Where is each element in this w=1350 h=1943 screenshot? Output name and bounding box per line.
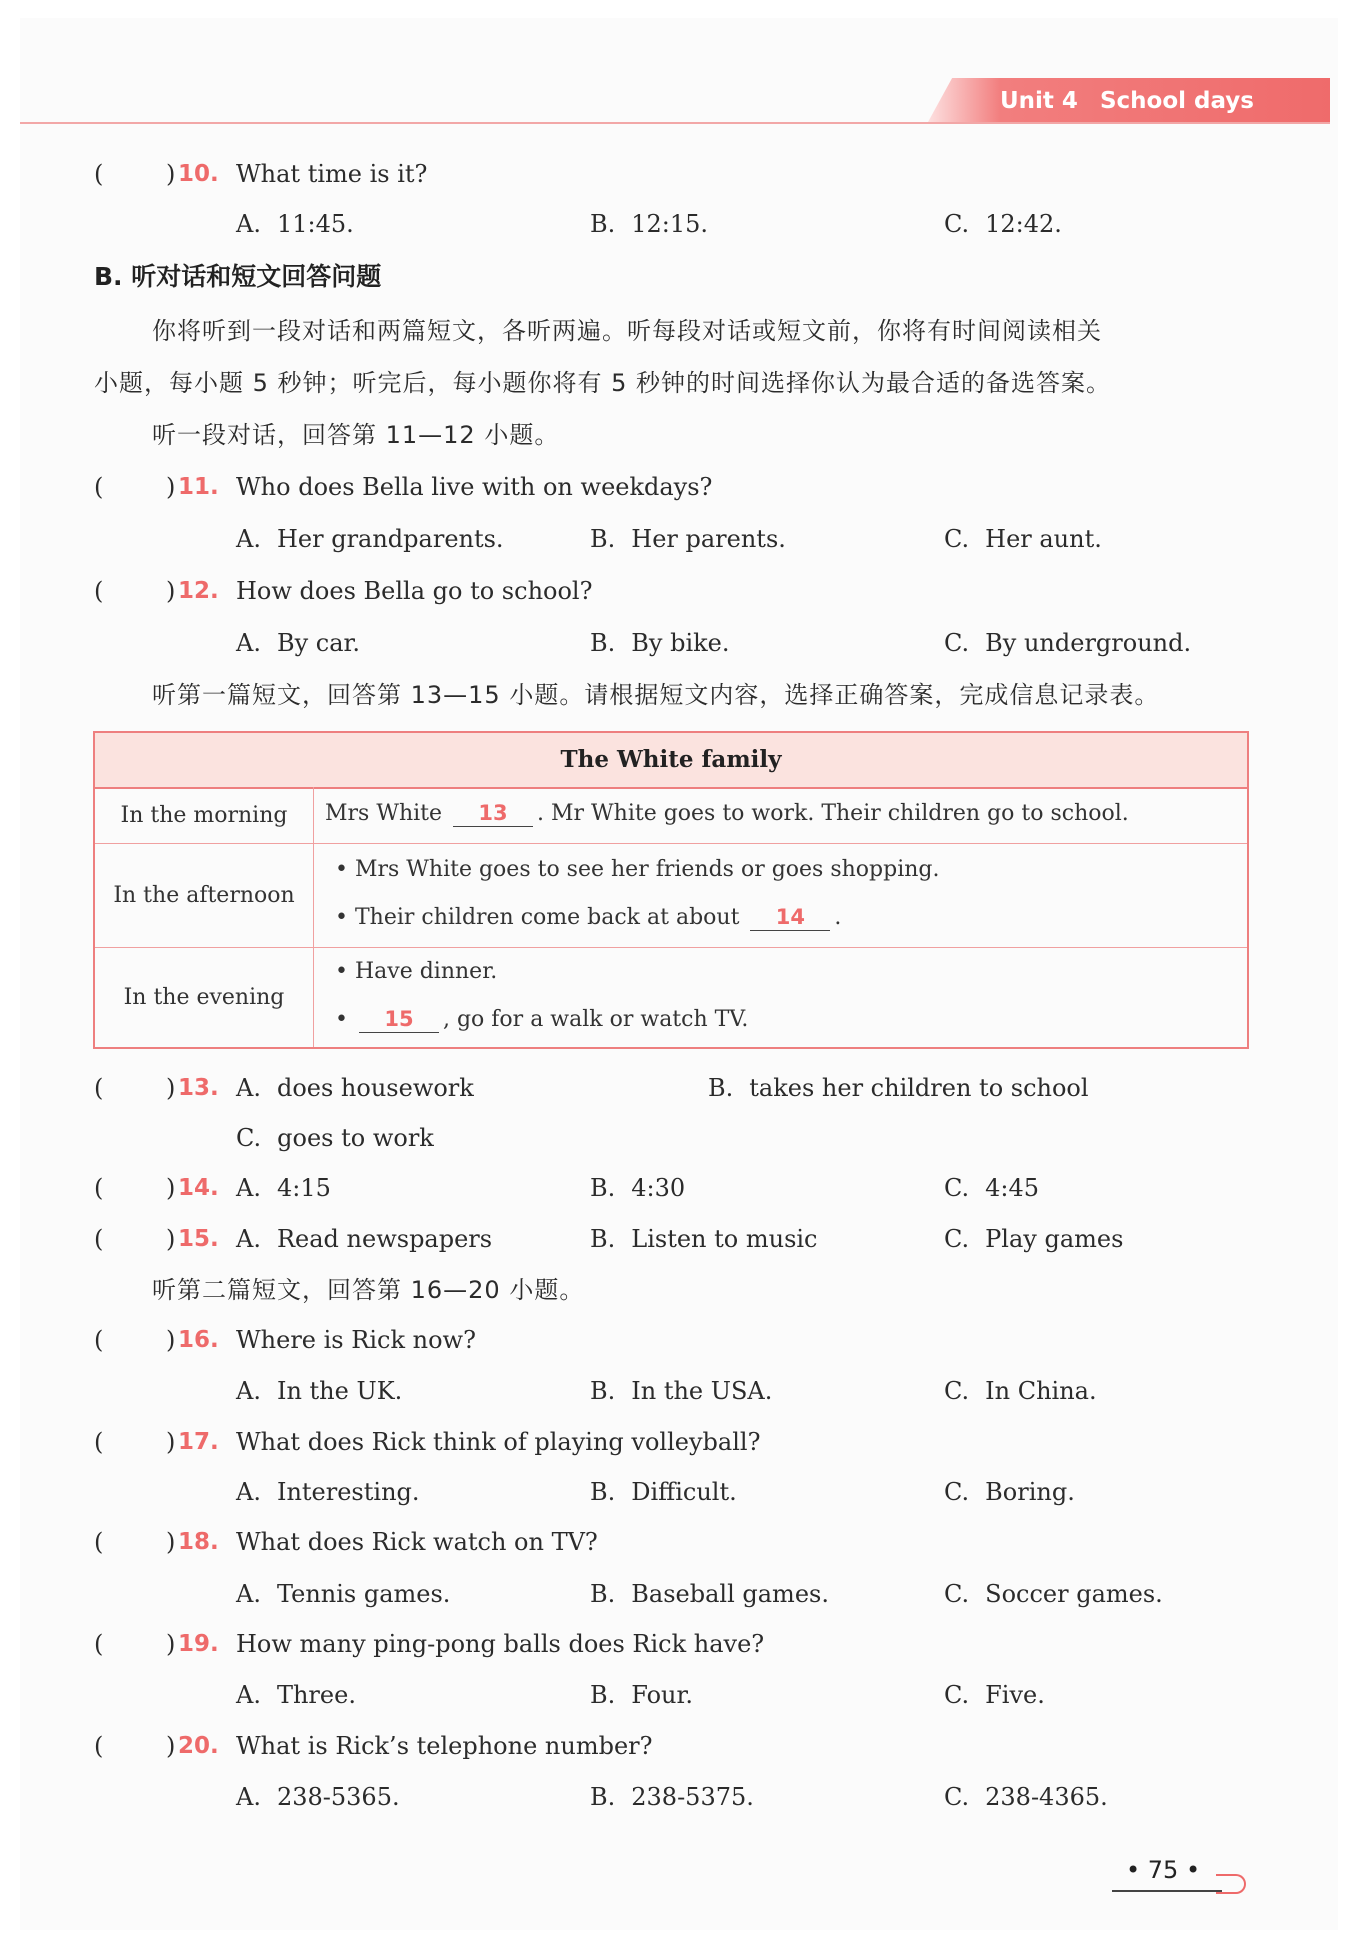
option-c[interactable]: C. Soccer games. [944, 1580, 1163, 1608]
evening-line-2 [335, 1003, 748, 1037]
question-number: 10. [178, 161, 219, 187]
answer-bracket-open[interactable]: ( [94, 1225, 104, 1253]
afternoon-line-1: • Mrs White goes to see her friends or goes shopping. [335, 857, 940, 882]
answer-bracket-close: ) [166, 1074, 176, 1102]
option-a[interactable]: A. Interesting. [236, 1478, 420, 1506]
morning-text-pre: Mrs White [325, 801, 443, 826]
evening-line-1: • Have dinner. [335, 959, 498, 984]
option-b[interactable]: B. 4:30 [590, 1174, 686, 1202]
answer-bracket-open[interactable]: ( [94, 1074, 104, 1102]
question-text: How many ping-pong balls does Rick have? [236, 1630, 765, 1658]
option-a[interactable]: A. Three. [236, 1681, 356, 1709]
table-row-afternoon [95, 843, 1247, 948]
question-text: Where is Rick now? [236, 1326, 476, 1354]
question-number: 13. [178, 1075, 219, 1101]
question-text: What is Rick’s telephone number? [236, 1732, 653, 1760]
option-a[interactable]: A. Her grandparents. [236, 525, 504, 553]
unit-label: Unit 4 [1000, 88, 1078, 114]
answer-bracket-open[interactable]: ( [94, 473, 104, 501]
question-number: 17. [178, 1429, 219, 1455]
answer-bracket-close: ) [166, 1732, 176, 1760]
row-label: In the morning [95, 787, 314, 843]
answer-bracket-close: ) [166, 473, 176, 501]
option-c[interactable]: C. goes to work [236, 1124, 434, 1152]
section-b-title: B. 听对话和短文回答问题 [94, 262, 382, 291]
afternoon-line-2 [335, 901, 841, 935]
answer-bracket-close: ) [166, 160, 176, 188]
table-row-evening [95, 947, 1247, 1047]
option-c[interactable]: C. In China. [944, 1377, 1097, 1405]
answer-bracket-open[interactable]: ( [94, 577, 104, 605]
passage-1-intro: 听第一篇短文，回答第 13—15 小题。请根据短文内容，选择正确答案，完成信息记录表。 [152, 681, 1160, 709]
option-b[interactable]: B. Baseball games. [590, 1580, 829, 1608]
option-a[interactable]: A. In the UK. [236, 1377, 403, 1405]
question-number: 11. [178, 474, 219, 500]
option-a[interactable]: A. 238-5365. [236, 1783, 400, 1811]
question-text: How does Bella go to school? [236, 577, 593, 605]
question-text: Who does Bella live with on weekdays? [236, 473, 713, 501]
question-number: 19. [178, 1631, 219, 1657]
evening-text-pre: • [335, 1007, 348, 1032]
option-c[interactable]: C. Play games [944, 1225, 1124, 1253]
answer-bracket-open[interactable]: ( [94, 1174, 104, 1202]
option-b[interactable]: B. Listen to music [590, 1225, 818, 1253]
answer-bracket-close: ) [166, 1326, 176, 1354]
answer-bracket-close: ) [166, 1630, 176, 1658]
morning-text-post: . Mr White goes to work. Their children go to school. [537, 801, 1129, 826]
option-c[interactable]: C. Boring. [944, 1478, 1075, 1506]
table-title: The White family [95, 733, 1247, 789]
dialogue-intro: 听一段对话，回答第 11—12 小题。 [152, 421, 560, 449]
question-text: What does Rick think of playing volleyball? [236, 1428, 761, 1456]
unit-title: School days [1099, 88, 1254, 114]
answer-bracket-open[interactable]: ( [94, 1732, 104, 1760]
passage-2-intro: 听第二篇短文，回答第 16—20 小题。 [152, 1276, 585, 1304]
answer-bracket-close: ) [166, 577, 176, 605]
unit-header-text [1000, 84, 1254, 118]
question-number: 16. [178, 1327, 219, 1353]
question-number: 18. [178, 1529, 219, 1555]
option-c[interactable]: C. Her aunt. [944, 525, 1102, 553]
blank-15[interactable]: 15 [359, 1006, 439, 1033]
option-a[interactable]: A. Read newspapers [236, 1225, 493, 1253]
option-b[interactable]: B. takes her children to school [708, 1074, 1089, 1102]
option-a[interactable]: A. Tennis games. [236, 1580, 451, 1608]
option-b[interactable]: B. Her parents. [590, 525, 786, 553]
option-c[interactable]: C. By underground. [944, 629, 1192, 657]
section-b-intro-line-1: 你将听到一段对话和两篇短文，各听两遍。听每段对话或短文前，你将有时间阅读相关 [152, 317, 1102, 345]
answer-bracket-close: ) [166, 1428, 176, 1456]
option-c[interactable]: C. Five. [944, 1681, 1045, 1709]
page-corner-hook-icon [1216, 1874, 1246, 1894]
option-b[interactable]: B. In the USA. [590, 1377, 773, 1405]
afternoon-text-post: . [834, 905, 842, 930]
answer-bracket-close: ) [166, 1174, 176, 1202]
question-number: 20. [178, 1733, 219, 1759]
option-a[interactable]: A. 4:15 [236, 1174, 331, 1202]
answer-bracket-close: ) [166, 1528, 176, 1556]
question-text: What does Rick watch on TV? [236, 1528, 598, 1556]
option-a[interactable]: A. 11:45. [236, 210, 354, 238]
section-b-intro-line-2: 小题，每小题 5 秒钟；听完后，每小题你将有 5 秒钟的时间选择你认为最合适的备选答案。 [94, 369, 1112, 397]
white-family-table [93, 731, 1249, 1049]
option-b[interactable]: B. 238-5375. [590, 1783, 754, 1811]
answer-bracket-open[interactable]: ( [94, 1326, 104, 1354]
header-divider [20, 122, 1330, 124]
question-number: 12. [178, 578, 219, 604]
blank-13[interactable]: 13 [453, 800, 533, 827]
option-b[interactable]: B. Four. [590, 1681, 693, 1709]
answer-bracket-close: ) [166, 1225, 176, 1253]
answer-bracket-open[interactable]: ( [94, 1630, 104, 1658]
morning-content [325, 797, 1129, 831]
option-b[interactable]: B. By bike. [590, 629, 730, 657]
option-a[interactable]: A. does housework [236, 1074, 474, 1102]
option-c[interactable]: C. 238-4365. [944, 1783, 1108, 1811]
option-a[interactable]: A. By car. [236, 629, 361, 657]
option-b[interactable]: B. 12:15. [590, 210, 709, 238]
page-number: • 75 • [1126, 1856, 1201, 1884]
question-number: 14. [178, 1175, 219, 1201]
afternoon-text-pre: • Their children come back at about [335, 905, 740, 930]
question-text: What time is it? [236, 160, 428, 188]
blank-14[interactable]: 14 [750, 904, 830, 931]
answer-bracket-open[interactable]: ( [94, 1528, 104, 1556]
option-b[interactable]: B. Difficult. [590, 1478, 737, 1506]
option-c[interactable]: C. 4:45 [944, 1174, 1040, 1202]
row-label: In the evening [95, 947, 314, 1047]
option-c[interactable]: C. 12:42. [944, 210, 1062, 238]
evening-text-post: , go for a walk or watch TV. [442, 1007, 749, 1032]
question-number: 15. [178, 1226, 219, 1252]
answer-bracket-open[interactable]: ( [94, 160, 104, 188]
page-number-underline [1112, 1890, 1222, 1892]
answer-bracket-open[interactable]: ( [94, 1428, 104, 1456]
table-row-morning [95, 787, 1247, 844]
row-label: In the afternoon [95, 843, 314, 947]
